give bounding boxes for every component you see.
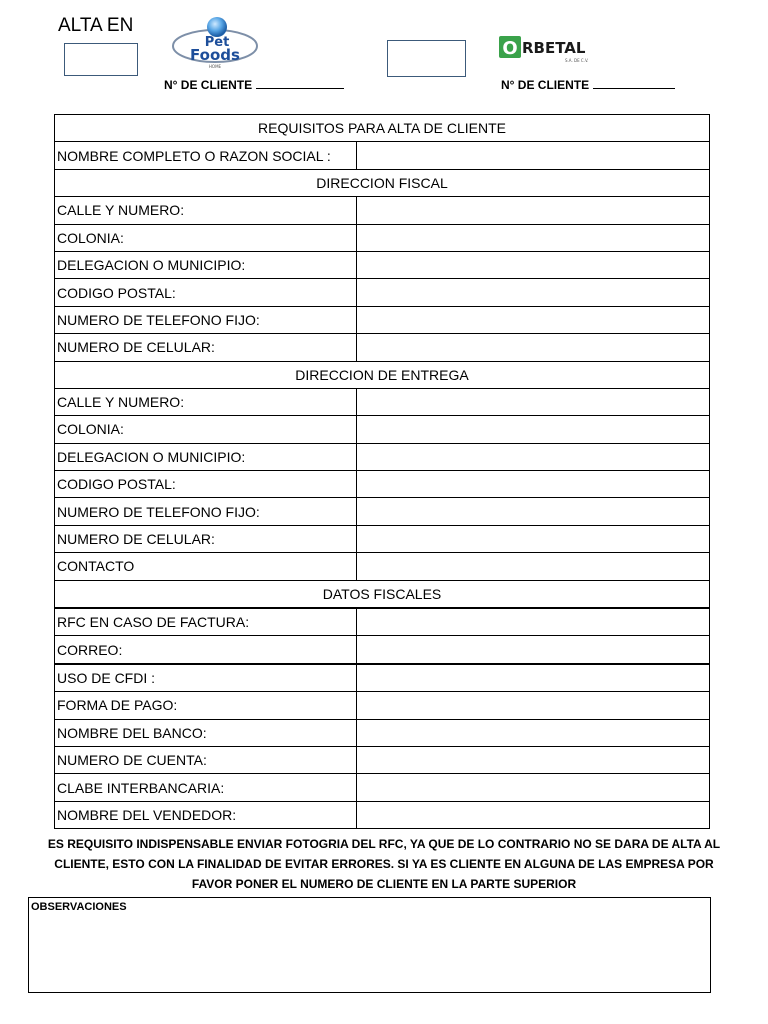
row-input[interactable]: [357, 197, 710, 224]
alta-en-checkbox-pet[interactable]: [64, 43, 138, 76]
table-row: [55, 443, 710, 470]
row-label: NOMBRE DEL BANCO:: [55, 719, 357, 746]
table-row: [55, 471, 710, 498]
row-label: CODIGO POSTAL:: [55, 279, 357, 306]
row-label: USO DE CFDI :: [55, 664, 357, 692]
row-input[interactable]: [357, 416, 710, 443]
pet-foods-logo: [170, 16, 260, 72]
table-row: [55, 498, 710, 525]
table-row: [55, 251, 710, 278]
row-input[interactable]: [357, 471, 710, 498]
table-row: [55, 664, 710, 692]
row-input[interactable]: [357, 306, 710, 333]
pet-logo-text-2: Foods: [190, 46, 240, 64]
row-input[interactable]: [357, 608, 710, 636]
numero-cliente-pet: [164, 78, 344, 92]
table-row: [55, 719, 710, 746]
table-row: [55, 306, 710, 333]
note-line: FAVOR PONER EL NUMERO DE CLIENTE EN LA PARTE SUPERIOR: [191, 877, 577, 891]
row-label: COLONIA:: [55, 224, 357, 251]
table-row: [55, 692, 710, 719]
table-row: [55, 525, 710, 552]
observaciones-label: OBSERVACIONES: [31, 901, 127, 913]
table-row: [55, 774, 710, 801]
requirement-note: [40, 834, 728, 894]
numero-cliente-orbetal: [501, 78, 675, 92]
row-label: NUMERO DE TELEFONO FIJO:: [55, 306, 357, 333]
row-label: RFC EN CASO DE FACTURA:: [55, 608, 357, 636]
row-label: CALLE Y NUMERO:: [55, 388, 357, 415]
row-label: NUMERO DE CELULAR:: [55, 525, 357, 552]
row-label: CLABE INTERBANCARIA:: [55, 774, 357, 801]
section-datos-fiscales: DATOS FISCALES: [55, 580, 710, 608]
table-row: [55, 636, 710, 664]
table-row: [55, 224, 710, 251]
row-label: DELEGACION O MUNICIPIO:: [55, 443, 357, 470]
table-row: [55, 801, 710, 828]
row-input[interactable]: [357, 719, 710, 746]
row-input[interactable]: [357, 774, 710, 801]
orbetal-logo: [497, 34, 597, 66]
row-label: CALLE Y NUMERO:: [55, 197, 357, 224]
row-label: NUMERO DE CELULAR:: [55, 334, 357, 361]
row-label: NUMERO DE CUENTA:: [55, 746, 357, 773]
row-input[interactable]: [357, 334, 710, 361]
orbetal-logo-letter: O: [502, 38, 518, 59]
row-input[interactable]: [357, 224, 710, 251]
row-label: COLONIA:: [55, 416, 357, 443]
table-row: [55, 746, 710, 773]
row-input[interactable]: [357, 251, 710, 278]
row-input[interactable]: [357, 553, 710, 580]
row-input[interactable]: [357, 692, 710, 719]
note-line: ES REQUISITO INDISPENSABLE ENVIAR FOTOGRIA DEL RFC, YA QUE DE LO CONTRARIO NO SE DARA DE ALTA AL: [47, 837, 721, 851]
requisitos-table: [54, 114, 710, 829]
row-label: NOMBRE COMPLETO O RAZON SOCIAL :: [55, 142, 357, 169]
row-input[interactable]: [357, 388, 710, 415]
table-row: [55, 334, 710, 361]
row-label: FORMA DE PAGO:: [55, 692, 357, 719]
row-input[interactable]: [357, 142, 710, 169]
alta-en-checkbox-orbetal[interactable]: [387, 40, 466, 77]
row-input[interactable]: [357, 525, 710, 552]
table-row: [55, 388, 710, 415]
row-label: DELEGACION O MUNICIPIO:: [55, 251, 357, 278]
row-input[interactable]: [357, 279, 710, 306]
row-label: NUMERO DE TELEFONO FIJO:: [55, 498, 357, 525]
row-input[interactable]: [357, 443, 710, 470]
alta-en-label: ALTA EN: [58, 15, 134, 36]
table-title: REQUISITOS PARA ALTA DE CLIENTE: [55, 115, 710, 142]
row-input[interactable]: [357, 664, 710, 692]
orbetal-logo-small: S.A. DE C.V.: [565, 58, 589, 63]
numero-cliente-label: N° DE CLIENTE: [501, 78, 590, 92]
row-input[interactable]: [357, 498, 710, 525]
numero-cliente-pet-line[interactable]: [256, 78, 344, 89]
row-label: NOMBRE DEL VENDEDOR:: [55, 801, 357, 828]
table-row: [55, 553, 710, 580]
observaciones-box[interactable]: [28, 897, 711, 993]
table-row: [55, 279, 710, 306]
row-input[interactable]: [357, 746, 710, 773]
table-row: [55, 142, 710, 169]
pet-logo-small: HOME: [208, 64, 222, 69]
numero-cliente-label: N° DE CLIENTE: [164, 78, 253, 92]
orbetal-logo-text: RBETAL: [522, 39, 586, 57]
table-row: [55, 416, 710, 443]
table-row: [55, 608, 710, 636]
row-input[interactable]: [357, 636, 710, 664]
row-input[interactable]: [357, 801, 710, 828]
table-row: [55, 197, 710, 224]
note-line: CLIENTE, ESTO CON LA FINALIDAD DE EVITAR ERRORES. SI YA ES CLIENTE EN ALGUNA DE LAS EMPRESA POR: [54, 857, 714, 871]
pet-logo-text-1: Pet: [204, 35, 230, 50]
row-label: CORREO:: [55, 636, 357, 664]
section-direccion-entrega: DIRECCION DE ENTREGA: [55, 361, 710, 388]
numero-cliente-orbetal-line[interactable]: [593, 78, 675, 89]
row-label: CONTACTO: [55, 553, 357, 580]
section-direccion-fiscal: DIRECCION FISCAL: [55, 169, 710, 196]
row-label: CODIGO POSTAL:: [55, 471, 357, 498]
